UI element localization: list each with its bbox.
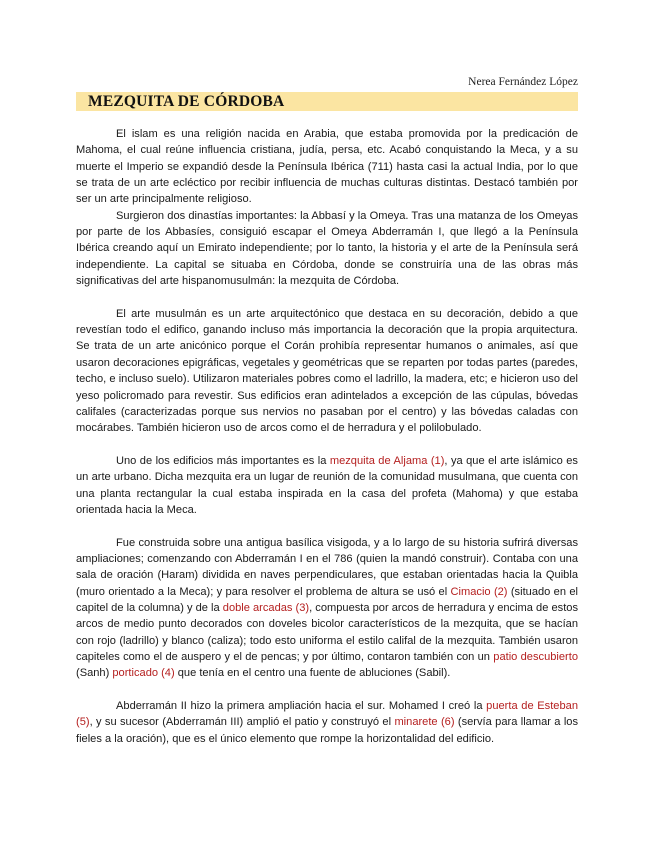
author-name: Nerea Fernández López xyxy=(468,76,578,88)
reference-minarete: minarete (6) xyxy=(394,716,455,729)
paragraph-5-text-1: Fue construida sobre una antigua basílica visigoda, y a lo largo de su historia sufrirá diversas ampliaciones; comenzando con Abderramán I en el 786 (quien la mandó construir). Contaba con una sala de oración (Haram) dividida en naves perpendiculares, que estaban orientadas hacia la Quibla (muro orientado a la Meca); y para resolver el problema de altura se usó el xyxy=(76,536,578,598)
reference-porticado: porticado (4) xyxy=(112,667,175,680)
reference-puerta-esteban: puerta de Esteban (5) xyxy=(76,700,578,729)
paragraph-5-text-3: , compuesta por arcos de herradura y encima de estos arcos de medio punto decorados con doveles bicolor característicos de la mezquita, que se hacían con rojo (ladrillo) y blanco (caliza); todo esto uniforma el estilo califal de la mezquita. También usaron capiteles como el de auspero y el de pencas; y por último, contaron también con un xyxy=(76,601,578,663)
paragraph-6-text-1: Abderramán II hizo la primera ampliación hacia el sur. Mohamed I creó la xyxy=(116,700,487,713)
paragraph-2: Surgieron dos dinastías importantes: la Abbasí y la Omeya. Tras una matanza de los Omeyas por parte de los Abbasíes, consiguió escapar el Omeya Abderramán I, que llegó a la Península Ibérica creando aquí un Emirato independiente; por lo tanto, la historia y el arte de la Península será independiente. La capital se situaba en Córdoba, donde se construiría una de las obras más significativas del arte hispanomusulmán: la mezquita de Córdoba. xyxy=(76,209,578,288)
paragraph-5-text-5: que tenía en el centro una fuente de abluciones (Sabil). xyxy=(174,667,451,680)
reference-patio-descubierto: patio descubierto xyxy=(493,651,578,663)
paragraph-6-text-2: , y su sucesor (Abderramán III) amplió el patio y construyó el xyxy=(89,716,395,729)
paragraph-5-text-2: (situado en el capitel de la columna) y de la xyxy=(76,585,578,614)
paragraph-3: El arte musulmán es un arte arquitectónico que destaca en su decoración, debido a que revestían todo el edifico, ganando incluso más importancia la decoración que la propia arquitectura. Se trata de un arte anicónico porque el Corán prohibía representar humanos o animales, así que usaron decoraciones epigráficas, vegetales y geométricas que se reparten por todas partes (paredes, techo, e incluso suelo). Utilizaron materiales pobres como el ladrillo, la madera, etc; e hicieron uso del yeso policromado para revestir. Sus edificios eran adintelados a excepción de las cúpulas, bóvedas califales (caracterizadas porque sus nervios no pasaban por el centro) y las bóvedas caladas con mocárabes. También hicieron uso de arcos como el de herradura y el polilobulado. xyxy=(76,307,578,435)
reference-cimacio: Cimacio (2) xyxy=(450,585,508,598)
paragraph-4 xyxy=(76,453,578,518)
reference-mezquita-aljama: mezquita de Aljama (1) xyxy=(329,454,445,467)
paragraph-5-text-4: (Sanh) xyxy=(76,667,113,680)
paragraph-6 xyxy=(76,698,578,747)
page-title: MEZQUITA DE CÓRDOBA xyxy=(88,93,285,110)
paragraph-5 xyxy=(76,535,578,682)
paragraph-4-text-2: , ya que el arte islámico es un arte urbano. Dicha mezquita era un lugar de reunión de la comunidad musulmana, que cuenta con una planta rectangular la cual estaba inspirada en la casa del profeta (Mahoma) y que estaba orientada hacia la Meca. xyxy=(76,454,578,516)
paragraph-1: El islam es una religión nacida en Arabia, que estaba promovida por la predicación de Mahoma, el cual reúne influencia cristiana, judía, persa, etc. Acabó conquistando la Meca, y a su muerte el Imperio se expandió desde la Península Ibérica (711) hasta casi la actual India, por lo que se trata de un arte ecléctico por recibir influencia de muchas culturas distintas. Destacó también por ser un arte principalmente religioso. xyxy=(76,128,578,206)
document-body xyxy=(76,126,578,747)
reference-doble-arcadas: doble arcadas (3) xyxy=(222,601,310,614)
title-banner xyxy=(76,92,578,111)
paragraph-6-text-3: (servía para llamar a los fieles a la oración), que es el único elemento que rompe la horizontalidad del edificio. xyxy=(76,716,579,745)
paragraph-4-text-1: Uno de los edificios más importantes es la xyxy=(116,454,330,467)
